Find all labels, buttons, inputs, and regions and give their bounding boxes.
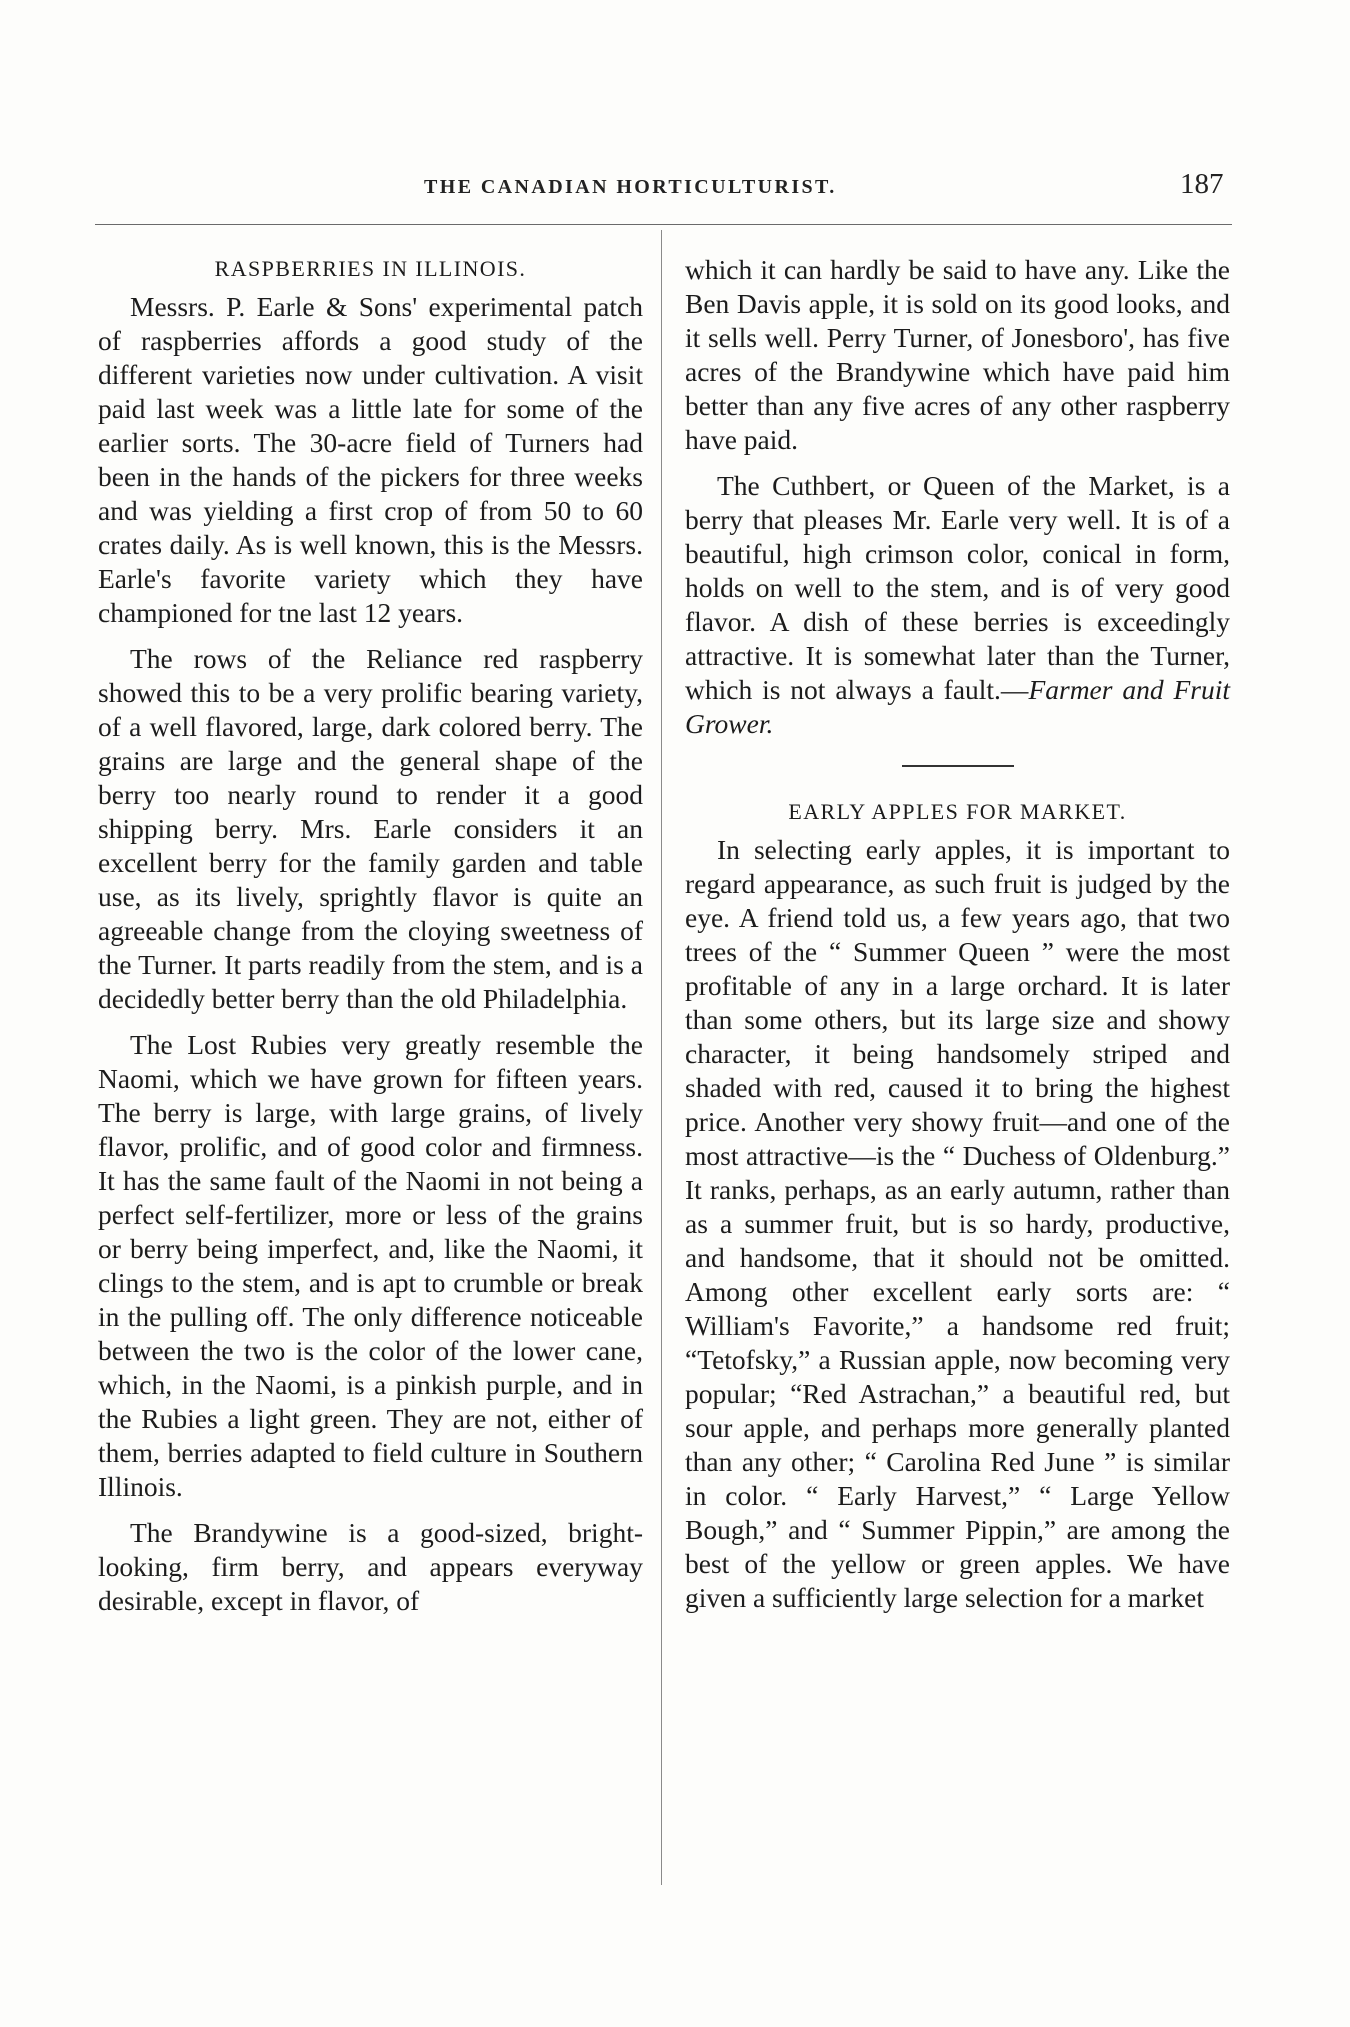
paragraph-lost-rubies: The Lost Rubies very greatly resemble the Naomi, which we have grown for fifteen years. The berry is large, with large grains, of lively flavor, prolific, and of good color and firmness. It has the same fault of the Naomi in not being a perfect self-fertilizer, more or less of the grains or berry being imperfect, and, like the Naomi, it clings to the stem, and is apt to crumble or break in the pulling off. The only difference noticeable between the two is the color of the lower cane, which, in the Naomi, is a pinkish purple, and in the Rubies a light green. They are not, either of them, berries adapted to field culture in Southern Illinois. bbox=[98, 1029, 643, 1502]
paragraph-earle-patch: Messrs. P. Earle & Sons' experimental patch of raspberries affords a good study of the different varieties now under cultivation. A visit paid last week was a little late for some of the earlier sorts. The 30-acre field of Turners had been in the hands of the pickers for three weeks and was yielding a first crop of from 50 to 60 crates daily. As is well known, this is the Messrs. Earle's favorite variety which they have championed for tne last 12 years. bbox=[98, 291, 643, 628]
left-column bbox=[98, 250, 643, 1630]
running-title: THE CANADIAN HORTICULTURIST. bbox=[424, 176, 837, 198]
column-divider bbox=[661, 230, 662, 1885]
section-divider-rule bbox=[902, 765, 1014, 767]
paragraph-brandywine-continued: which it can hardly be said to have any. Like the Ben Davis apple, it is sold on its good looks, and it sells well. Perry Turner, of Jonesboro', has five acres of the Brandywine which have paid him better than any five acres of any other raspberry have paid. bbox=[685, 254, 1230, 455]
paragraph-brandywine: The Brandywine is a good-sized, bright-looking, firm berry, and appears everyway desirable, except in flavor, of bbox=[98, 1517, 643, 1616]
cuthbert-text: The Cuthbert, or Queen of the Market, is a berry that pleases Mr. Earle very well. It is of a beautiful, high crimson color, conical in form, holds on well to the stem, and is of very good flavor. A dish of these berries is exceedingly attractive. It is somewhat later than the Turner, which is not always a fault.— bbox=[685, 470, 1230, 705]
article-heading-raspberries: RASPBERRIES IN ILLINOIS. bbox=[214, 256, 527, 281]
source-credit: Farmer and Fruit Grower. bbox=[685, 674, 1230, 739]
running-header bbox=[0, 168, 1350, 208]
paragraph-reliance: The rows of the Reliance red raspberry showed this to be a very prolific bearing variety, of a well flavored, large, dark colored berry. The grains are large and the general shape of the berry too nearly round to render it a good shipping berry. Mrs. Earle considers it an excellent berry for the family garden and table use, as its lively, sprightly flavor is quite an agreeable change from the cloying sweetness of the Turner. It parts readily from the stem, and is a decidedly better berry than the old Philadelphia. bbox=[98, 643, 643, 1014]
paragraph-early-apples: In selecting early apples, it is important to regard appearance, as such fruit is judged by the eye. A friend told us, a few years ago, that two trees of the “ Summer Queen ” were the most profitable of any in a large orchard. It is later than some others, but its large size and showy character, it being handsomely striped and shaded with red, caused it to bring the highest price. Another very showy fruit—and one of the most attractive—is the “ Duchess of Oldenburg.” It ranks, perhaps, as an early autumn, rather than as a summer fruit, but is so hardy, productive, and handsome, that it should not be omitted. Among other excellent early sorts are: “ William's Favorite,” a handsome red fruit; “Tetofsky,” a Russian apple, now becoming very popular; “Red Astrachan,” a beautiful red, but sour apple, and perhaps more generally planted than any other; “ Carolina Red June ” is similar in color. “ Early Harvest,” “ Large Yellow Bough,” and “ Summer Pippin,” are among the best of the yellow or green apples. We have given a sufficiently large selection for a market bbox=[685, 834, 1230, 1613]
right-column bbox=[685, 253, 1230, 1627]
header-rule bbox=[95, 224, 1232, 225]
paragraph-cuthbert bbox=[685, 469, 1230, 741]
article-heading-early-apples: EARLY APPLES FOR MARKET. bbox=[788, 799, 1127, 824]
page-number: 187 bbox=[1180, 168, 1224, 200]
